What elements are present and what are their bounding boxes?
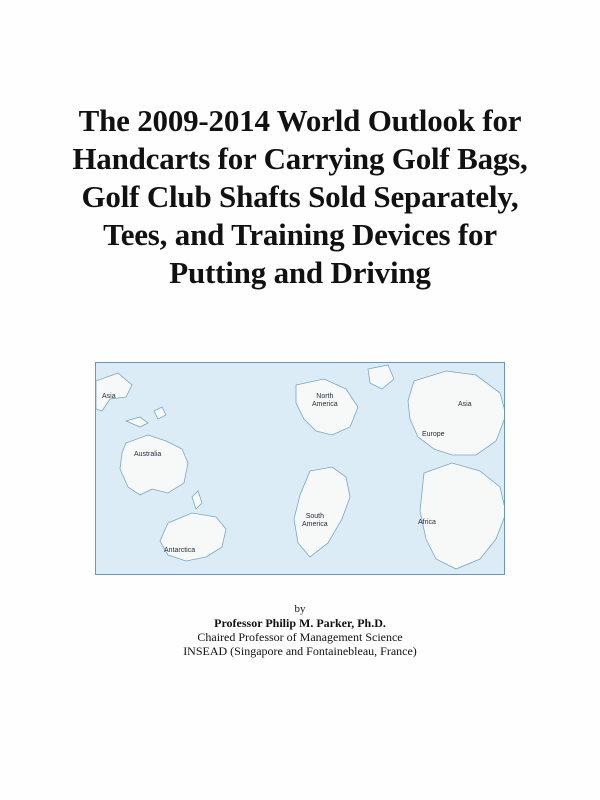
map-label-asia-right: Asia	[458, 401, 472, 408]
map-label-antarctica: Antarctica	[164, 547, 196, 554]
map-label-asia-left: Asia	[102, 393, 116, 400]
world-map-graphic	[96, 363, 505, 575]
title-line-1: The 2009-2014 World Outlook for	[78, 103, 522, 138]
title-line-3: Golf Club Shafts Sold Separately,	[81, 179, 519, 214]
author-position: Chaired Professor of Management Science	[197, 630, 403, 644]
map-label-north-america	[312, 393, 338, 409]
title-line-5: Putting and Driving	[169, 255, 431, 290]
author-block	[100, 602, 500, 658]
map-label-africa: Africa	[418, 519, 436, 526]
map-label-north-america-line2: America	[312, 401, 338, 408]
map-label-south-america-line1: South	[305, 513, 324, 520]
world-map	[95, 362, 505, 575]
title-line-2: Handcarts for Carrying Golf Bags,	[72, 141, 528, 176]
author-by: by	[294, 603, 306, 615]
book-title	[40, 102, 560, 292]
map-label-south-america-line2: America	[302, 521, 328, 528]
author-name: Professor Philip M. Parker, Ph.D.	[214, 616, 386, 630]
author-institution: INSEAD (Singapore and Fontainebleau, France)	[183, 644, 417, 658]
title-line-4: Tees, and Training Devices for	[103, 217, 497, 252]
map-label-south-america	[302, 513, 328, 529]
map-label-europe: Europe	[422, 431, 445, 438]
map-label-north-america-line1: North	[316, 393, 334, 400]
map-label-australia: Australia	[134, 451, 162, 458]
